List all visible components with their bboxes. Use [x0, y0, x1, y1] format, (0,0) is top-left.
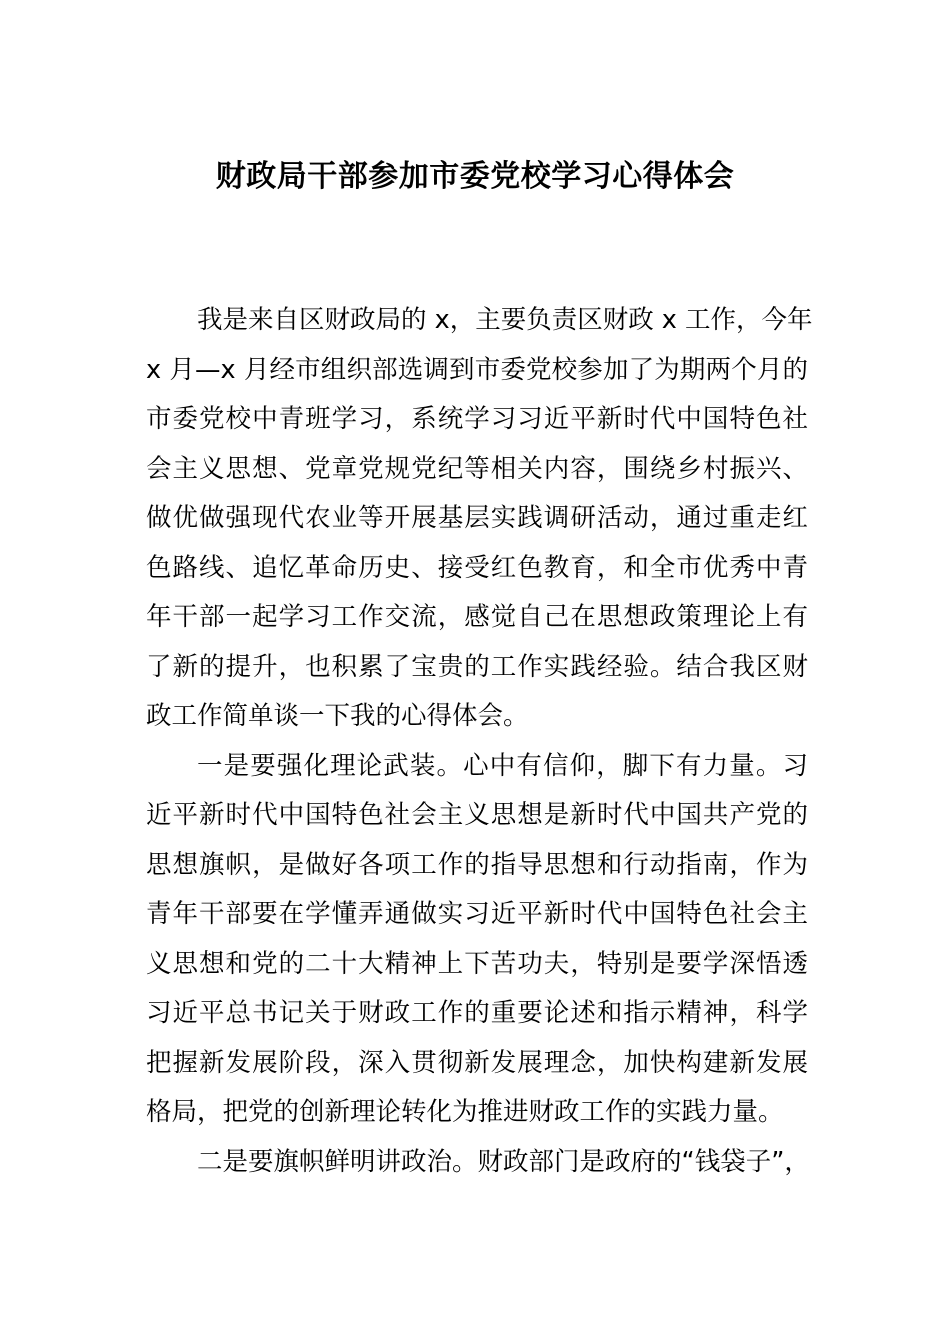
paragraph-line: 政工作简单谈一下我的心得体会。 [146, 701, 529, 731]
paragraph-line: 我是来自区财政局的 x，主要负责区财政 x 工作，今年 [197, 305, 813, 335]
paragraph-line: 一是要强化理论武装。心中有信仰，脚下有力量。习 [197, 750, 808, 781]
paragraph-line: 了新的提升，也积累了宝贵的工作实践经验。结合我区财 [146, 651, 808, 682]
paragraph-line: 青年干部要在学懂弄通做实习近平新时代中国特色社会主 [146, 899, 808, 929]
paragraph-line: 格局，把党的创新理论转化为推进财政工作的实践力量。 [146, 1097, 784, 1127]
paragraph-line: 色路线、追忆革命历史、接受红色教育，和全市优秀中青 [146, 552, 808, 583]
paragraph-line: 把握新发展阶段，深入贯彻新发展理念，加快构建新发展 [146, 1047, 808, 1078]
document-body [146, 296, 813, 1187]
paragraph-line: 习近平总书记关于财政工作的重要论述和指示精神，科学 [146, 998, 808, 1028]
paragraph-line: x 月—x 月经市组织部选调到市委党校参加了为期两个月的 [146, 354, 808, 385]
paragraph-intro [146, 296, 813, 742]
paragraph-line: 二是要旗帜鲜明讲政治。财政部门是政府的“钱袋子”， [197, 1146, 810, 1177]
paragraph-politics [146, 1138, 808, 1188]
paragraph-line: 义思想和党的二十大精神上下苦功夫，特别是要学深悟透 [146, 948, 808, 979]
document-title: 财政局干部参加市委党校学习心得体会 [215, 159, 735, 194]
paragraph-line: 会主义思想、党章党规党纪等相关内容，围绕乡村振兴、 [146, 453, 808, 484]
paragraph-line: 年干部一起学习工作交流，感觉自己在思想政策理论上有 [146, 602, 808, 632]
paragraph-line: 近平新时代中国特色社会主义思想是新时代中国共产党的 [146, 800, 808, 830]
paragraph-line: 做优做强现代农业等开展基层实践调研活动，通过重走红 [146, 503, 808, 533]
paragraph-theory [146, 742, 808, 1138]
paragraph-line: 思想旗帜，是做好各项工作的指导思想和行动指南，作为 [146, 849, 808, 880]
paragraph-line: 市委党校中青班学习，系统学习习近平新时代中国特色社 [146, 404, 808, 434]
